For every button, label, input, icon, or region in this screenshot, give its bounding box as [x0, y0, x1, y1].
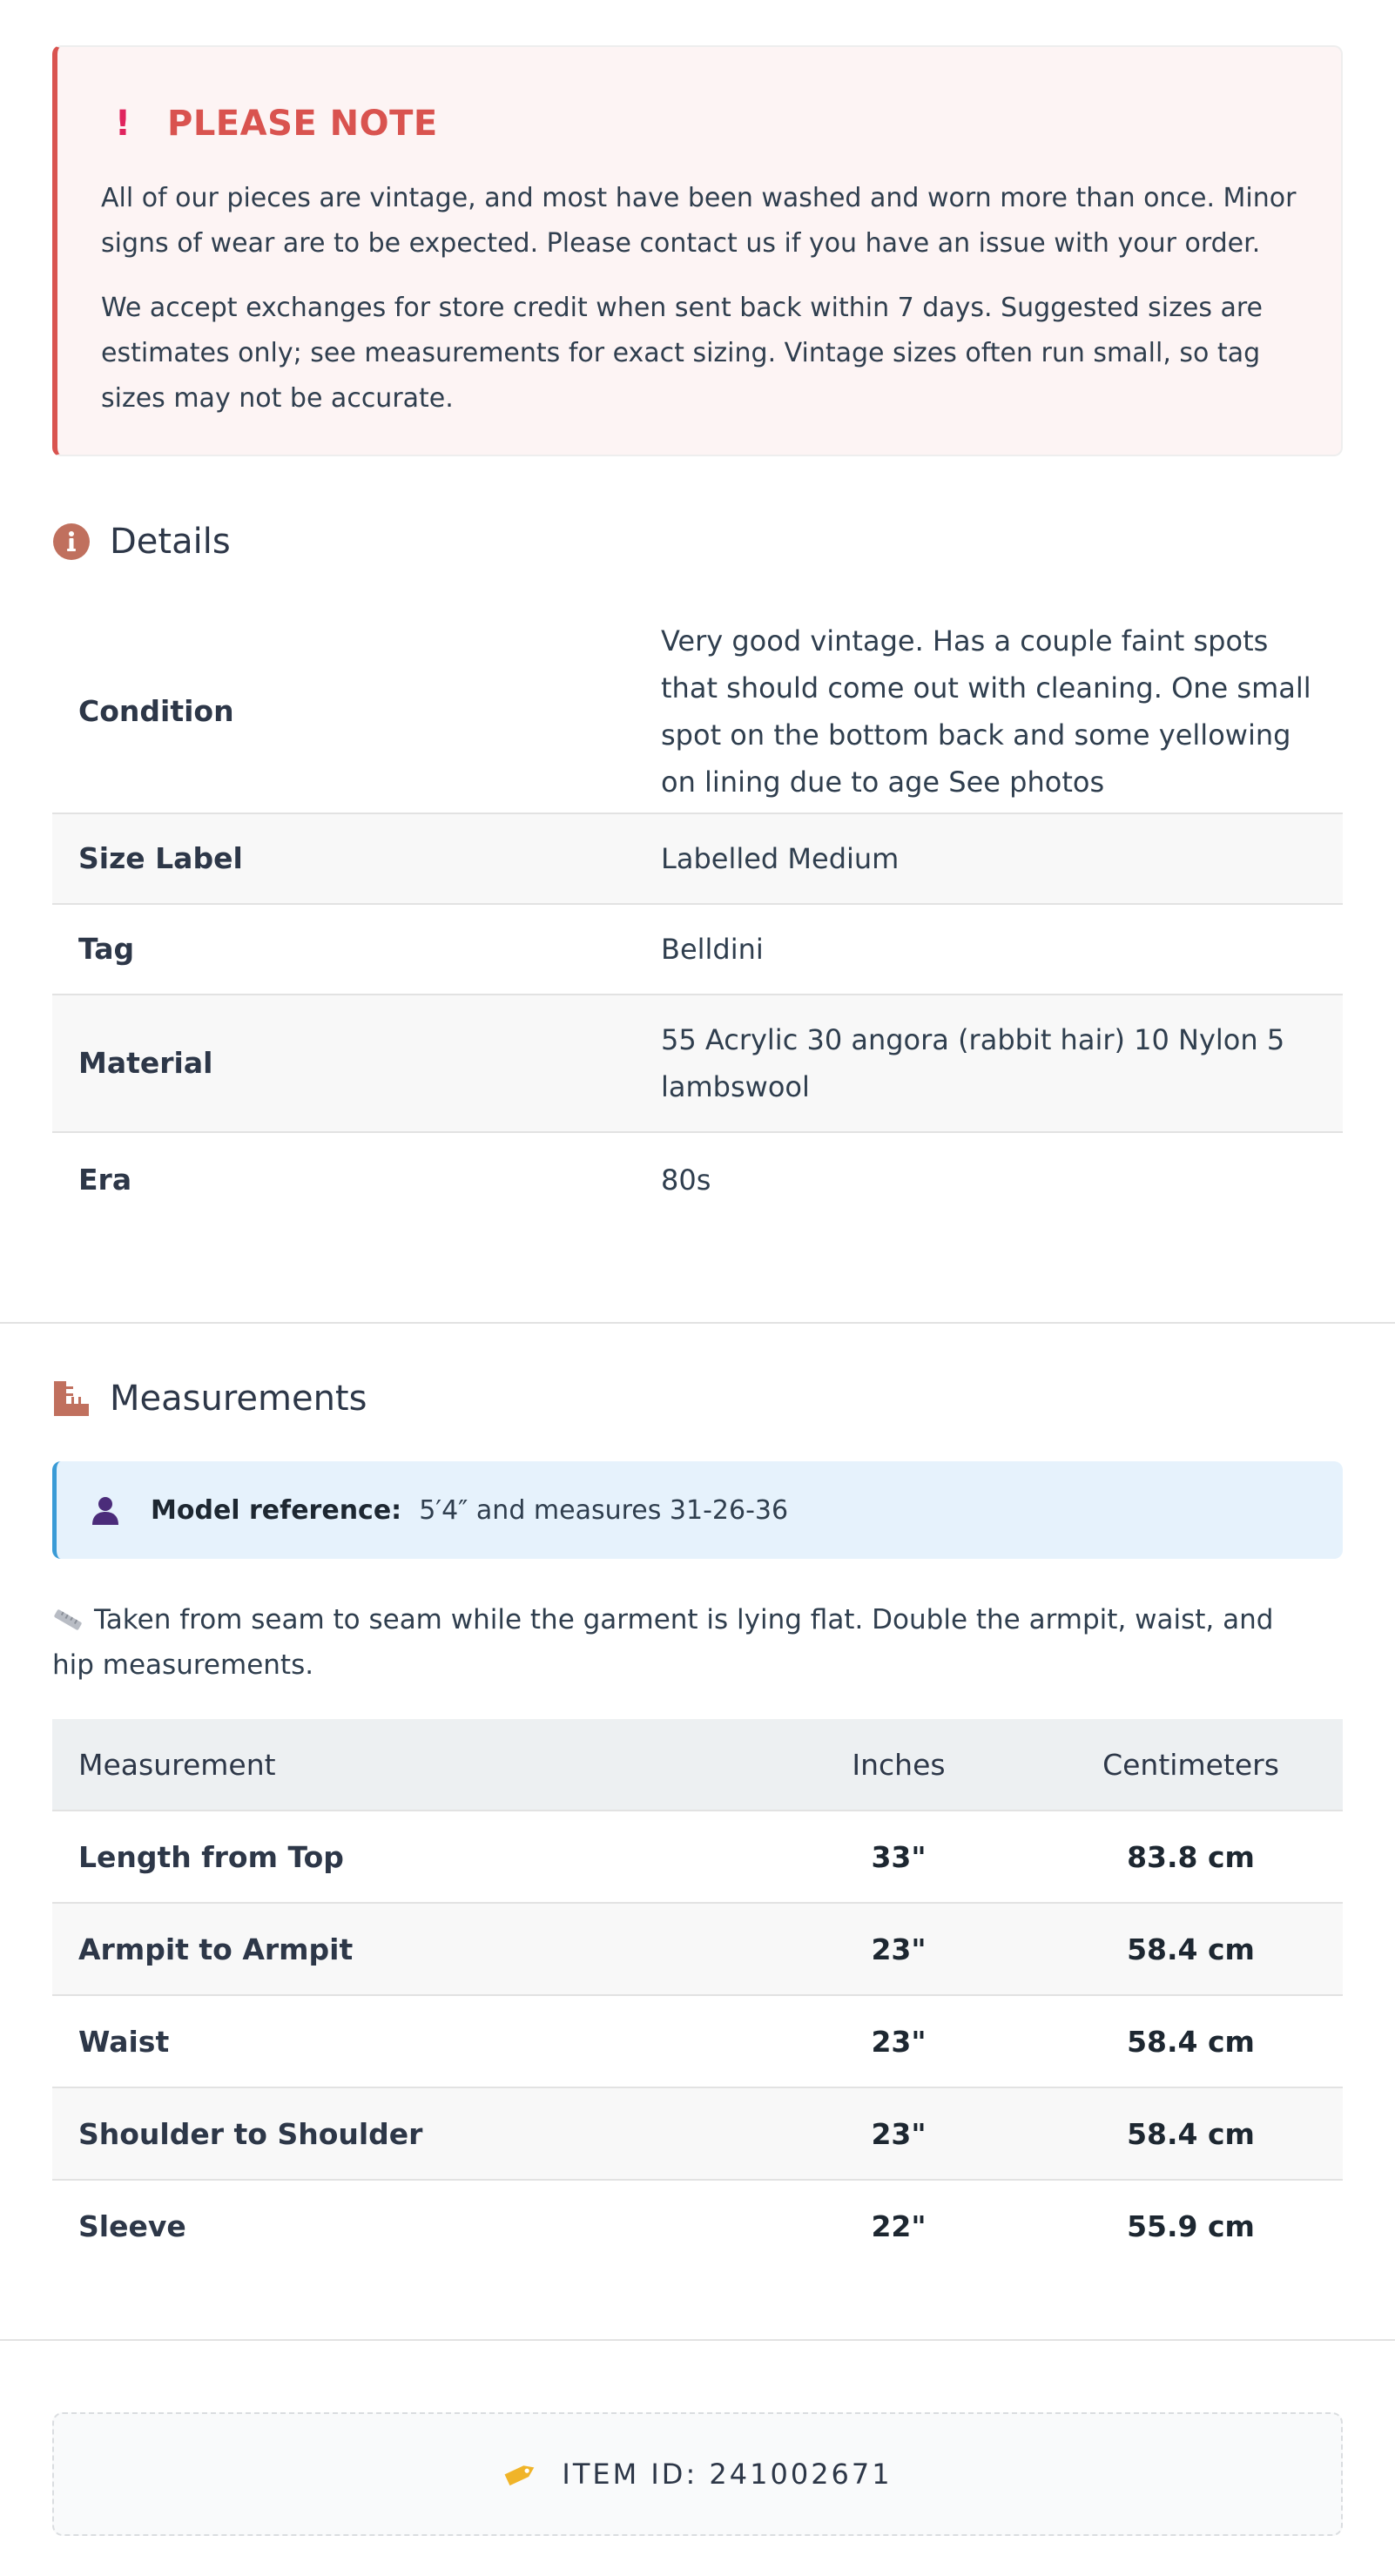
exclamation-icon: !: [114, 104, 131, 144]
measurements-title: Measurements: [110, 1379, 367, 1419]
item-id-box: [52, 2412, 1343, 2536]
table-row: [52, 2087, 1343, 2180]
item-id-text: ITEM ID: 241002671: [562, 2458, 893, 2491]
notice-paragraph: We accept exchanges for store credit when sent back within 7 days. Suggested sizes are estimates only; see measurements for exact sizing. Vintage sizes often run small, so tag sizes may not be accurate.: [101, 293, 1264, 414]
table-row: [52, 813, 1343, 904]
detail-label: Era: [78, 1162, 132, 1197]
ruler-icon: [52, 1379, 91, 1418]
measurement-note-text: Taken from seam to seam while the garment is lying flat. Double the armpit, waist, and hip measurements.: [52, 1604, 1274, 1681]
measurement-cm: 83.8 cm: [1127, 1839, 1255, 1874]
model-reference-value: 5′4″ and measures 31-26-36: [419, 1494, 789, 1526]
detail-label: Size Label: [78, 841, 243, 875]
notice-header: [101, 98, 1297, 150]
section-divider: [0, 1322, 1395, 1324]
detail-value: 80s: [661, 1163, 711, 1197]
measurements-heading: [52, 1372, 367, 1425]
table-row: [52, 995, 1343, 1132]
info-circle-icon: [52, 523, 91, 561]
column-header: Centimeters: [1039, 1719, 1343, 1811]
measurement-inches: 33": [871, 1839, 927, 1874]
measurement-inches: 22": [871, 2208, 927, 2243]
ruler-small-icon: [52, 1600, 84, 1622]
detail-label: Tag: [78, 932, 135, 966]
column-header: Inches: [758, 1719, 1039, 1811]
measurement-cm: 55.9 cm: [1127, 2208, 1255, 2243]
detail-value: Belldini: [661, 933, 764, 966]
section-divider: [0, 2339, 1395, 2341]
detail-value: Labelled Medium: [661, 842, 900, 875]
measurement-inches: 23": [758, 1903, 1039, 1995]
measurements-table: [52, 1719, 1343, 2271]
table-row: [52, 1903, 1343, 1995]
detail-value: Very good vintage. Has a couple faint spots that should come out with cleaning. One small spot on the bottom back and some yellowing on lining due to age See photos: [661, 624, 1311, 799]
table-header-row: [52, 1719, 1343, 1811]
detail-label: Material: [78, 1046, 213, 1080]
details-title: Details: [110, 522, 231, 562]
measurement-cm: 58.4 cm: [1039, 1903, 1343, 1995]
person-icon: [88, 1493, 123, 1527]
measurement-name: Armpit to Armpit: [52, 1903, 758, 1995]
measurement-name: Sleeve: [78, 2208, 186, 2243]
details-table: [52, 610, 1343, 1226]
measurement-inches: 23": [758, 2087, 1039, 2180]
tag-icon: [502, 2459, 537, 2489]
measurement-name: Shoulder to Shoulder: [52, 2087, 758, 2180]
detail-label: Condition: [78, 693, 234, 728]
table-row: [52, 1132, 1343, 1226]
notice-paragraph: All of our pieces are vintage, and most have been washed and worn more than once. Minor signs of wear are to be expected. Please contact us if you have an issue with your order.: [101, 183, 1297, 259]
column-header: Measurement: [52, 1719, 758, 1811]
measurement-name: Waist: [78, 2024, 170, 2059]
table-row: [52, 2180, 1343, 2271]
table-row: [52, 610, 1343, 813]
notice-title: PLEASE NOTE: [167, 104, 438, 144]
model-reference-box: [52, 1461, 1343, 1559]
table-row: [52, 904, 1343, 995]
details-heading: [52, 516, 231, 568]
table-row: [52, 1811, 1343, 1903]
measurement-name: Length from Top: [78, 1839, 344, 1874]
table-row: [52, 1995, 1343, 2087]
detail-value: 55 Acrylic 30 angora (rabbit hair) 10 Nylon 5 lambswool: [661, 1023, 1285, 1103]
measurement-cm: 58.4 cm: [1127, 2024, 1255, 2059]
please-note-box: [52, 45, 1343, 456]
model-reference-label: Model reference:: [151, 1494, 402, 1526]
measurement-note: [52, 1597, 1289, 1688]
measurement-inches: 23": [871, 2024, 927, 2059]
measurement-cm: 58.4 cm: [1039, 2087, 1343, 2180]
